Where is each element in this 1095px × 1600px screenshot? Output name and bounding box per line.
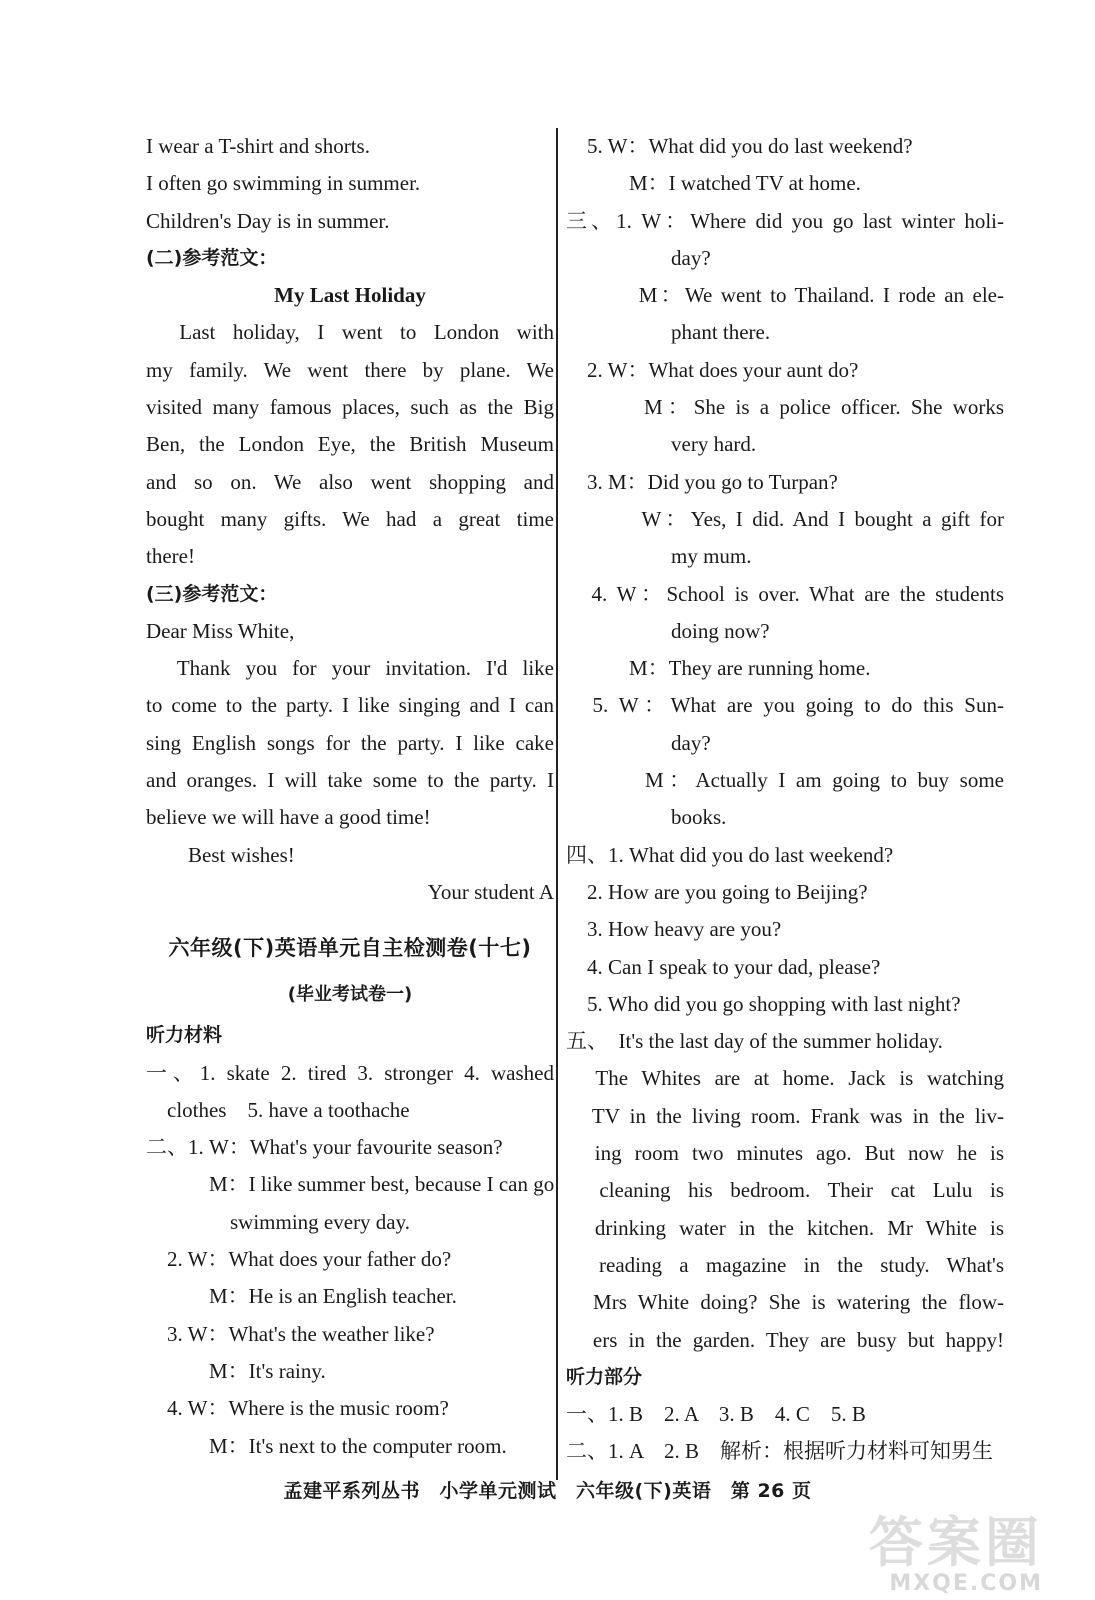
left-column-line: 听力材料 — [146, 1024, 223, 1047]
right-column-line: day? — [566, 245, 711, 270]
left-column-line: visited many famous places, such as the Big — [146, 395, 554, 420]
left-column-line: my family. We went there by plane. We — [146, 357, 554, 382]
left-column — [146, 128, 554, 1465]
right-column-line: 2. How are you going to Beijing? — [566, 879, 868, 904]
right-column-line: The Whites are at home. Jack is watching — [566, 1066, 1004, 1091]
right-column-line: W：Yes, I did. And I bought a gift for — [566, 506, 1004, 531]
left-column-line: (三)参考范文： — [146, 582, 278, 605]
watermark-main: 答案圈 — [869, 1511, 1043, 1574]
right-column-line: 3. M：Did you go to Turpan? — [566, 469, 838, 494]
left-column-line: Dear Miss White, — [146, 618, 295, 643]
right-column-line: doing now? — [566, 618, 770, 643]
left-column-line: and so on. We also went shopping and — [146, 469, 554, 494]
right-column-line: 3. How heavy are you? — [566, 917, 782, 942]
right-column-line: reading a magazine in the study. What's — [566, 1252, 1004, 1277]
left-column-line: I often go swimming in summer. — [146, 171, 421, 196]
right-column — [566, 128, 1004, 1471]
left-column-line: Thank you for your invitation. I'd like — [146, 656, 554, 681]
right-column-line: M：We went to Thailand. I rode an ele- — [566, 283, 1004, 308]
column-divider — [556, 128, 558, 1480]
left-column-line: Your student A — [427, 879, 554, 904]
left-column-line: Best wishes! — [146, 842, 295, 867]
right-column-line: 2. W：What does your aunt do? — [566, 357, 859, 382]
left-column-line: My Last Holiday — [274, 283, 426, 308]
left-column-line: to come to the party. I like singing and I can — [146, 693, 554, 718]
right-column-line: phant there. — [566, 320, 771, 345]
right-column-line: M：She is a police officer. She works — [566, 395, 1004, 420]
right-column-line: 一、1. B 2. A 3. B 4. C 5. B — [566, 1402, 866, 1427]
left-column-line: 2. W：What does your father do? — [146, 1247, 452, 1272]
right-column-line: 5. Who did you go shopping with last night? — [566, 991, 961, 1016]
right-column-line: books. — [566, 805, 727, 830]
right-column-line: day? — [566, 730, 711, 755]
left-column-line: clothes 5. have a toothache — [146, 1097, 410, 1122]
left-column-line: 一、1. skate 2. tired 3. stronger 4. washed — [146, 1060, 554, 1085]
right-column-line: ers in the garden. They are busy but happy! — [566, 1327, 1004, 1352]
left-column-line: believe we will have a good time! — [146, 805, 431, 830]
right-column-line: very hard. — [566, 432, 757, 457]
right-column-line: ing room two minutes ago. But now he is — [566, 1141, 1004, 1166]
right-column-line: M：I watched TV at home. — [566, 171, 861, 196]
right-column-line: TV in the living room. Frank was in the liv- — [566, 1103, 1004, 1128]
watermark-url: MXQE.COM — [889, 1571, 1043, 1596]
left-column-line: swimming every day. — [146, 1209, 411, 1234]
left-column-line: (毕业考试卷一) — [287, 984, 413, 1006]
right-column-line: 五、 It's the last day of the summer holiday. — [566, 1029, 943, 1054]
left-column-line: Ben, the London Eye, the British Museum — [146, 432, 554, 457]
right-column-line: my mum. — [566, 544, 752, 569]
left-column-line: 3. W：What's the weather like? — [146, 1321, 435, 1346]
left-column-line: 六年级(下)英语单元自主检测卷(十七) — [168, 936, 532, 961]
right-column-line: 三、1. W：Where did you go last winter holi- — [566, 208, 1004, 233]
watermark-logo — [869, 1500, 1043, 1596]
left-column-line: Last holiday, I went to London with — [146, 320, 554, 345]
right-column-line: drinking water in the kitchen. Mr White is — [566, 1215, 1004, 1240]
right-column-line: 4. W：School is over. What are the students — [566, 581, 1004, 606]
left-column-line: bought many gifts. We had a great time — [146, 506, 554, 531]
right-column-line: 5. W：What are you going to do this Sun- — [566, 693, 1004, 718]
left-column-line: M：It's next to the computer room. — [146, 1433, 507, 1458]
left-column-line: 4. W：Where is the music room? — [146, 1396, 449, 1421]
left-column-line: M：He is an English teacher. — [146, 1284, 457, 1309]
right-column-line: 二、1. A 2. B 解析：根据听力材料可知男生 — [566, 1439, 994, 1464]
left-column-line: (二)参考范文： — [146, 246, 278, 269]
right-column-line: 四、1. What did you do last weekend? — [566, 842, 894, 867]
right-column-line: M：They are running home. — [566, 656, 871, 681]
left-column-line: M：I like summer best, because I can go — [146, 1172, 555, 1197]
right-column-line: cleaning his bedroom. Their cat Lulu is — [566, 1178, 1004, 1203]
right-column-line: M：Actually I am going to buy some — [566, 768, 1004, 793]
right-column-line: 听力部分 — [566, 1365, 643, 1388]
right-column-line: 5. W：What did you do last weekend? — [566, 134, 913, 158]
right-column-line: 4. Can I speak to your dad, please? — [566, 954, 881, 979]
left-column-line: Children's Day is in summer. — [146, 208, 390, 233]
left-column-line: and oranges. I will take some to the party. I — [146, 768, 554, 793]
right-column-line: Mrs White doing? She is watering the flow- — [566, 1290, 1004, 1315]
left-column-line: I wear a T-shirt and shorts. — [146, 134, 370, 158]
left-column-line: there! — [146, 544, 195, 569]
left-column-line: M：It's rainy. — [146, 1358, 326, 1383]
left-column-line: 二、1. W：What's your favourite season? — [146, 1135, 503, 1160]
page-footer: 孟建平系列丛书 小学单元测试 六年级(下)英语 第 26 页 — [283, 1480, 812, 1502]
left-column-line: sing English songs for the party. I like cake — [146, 730, 554, 755]
